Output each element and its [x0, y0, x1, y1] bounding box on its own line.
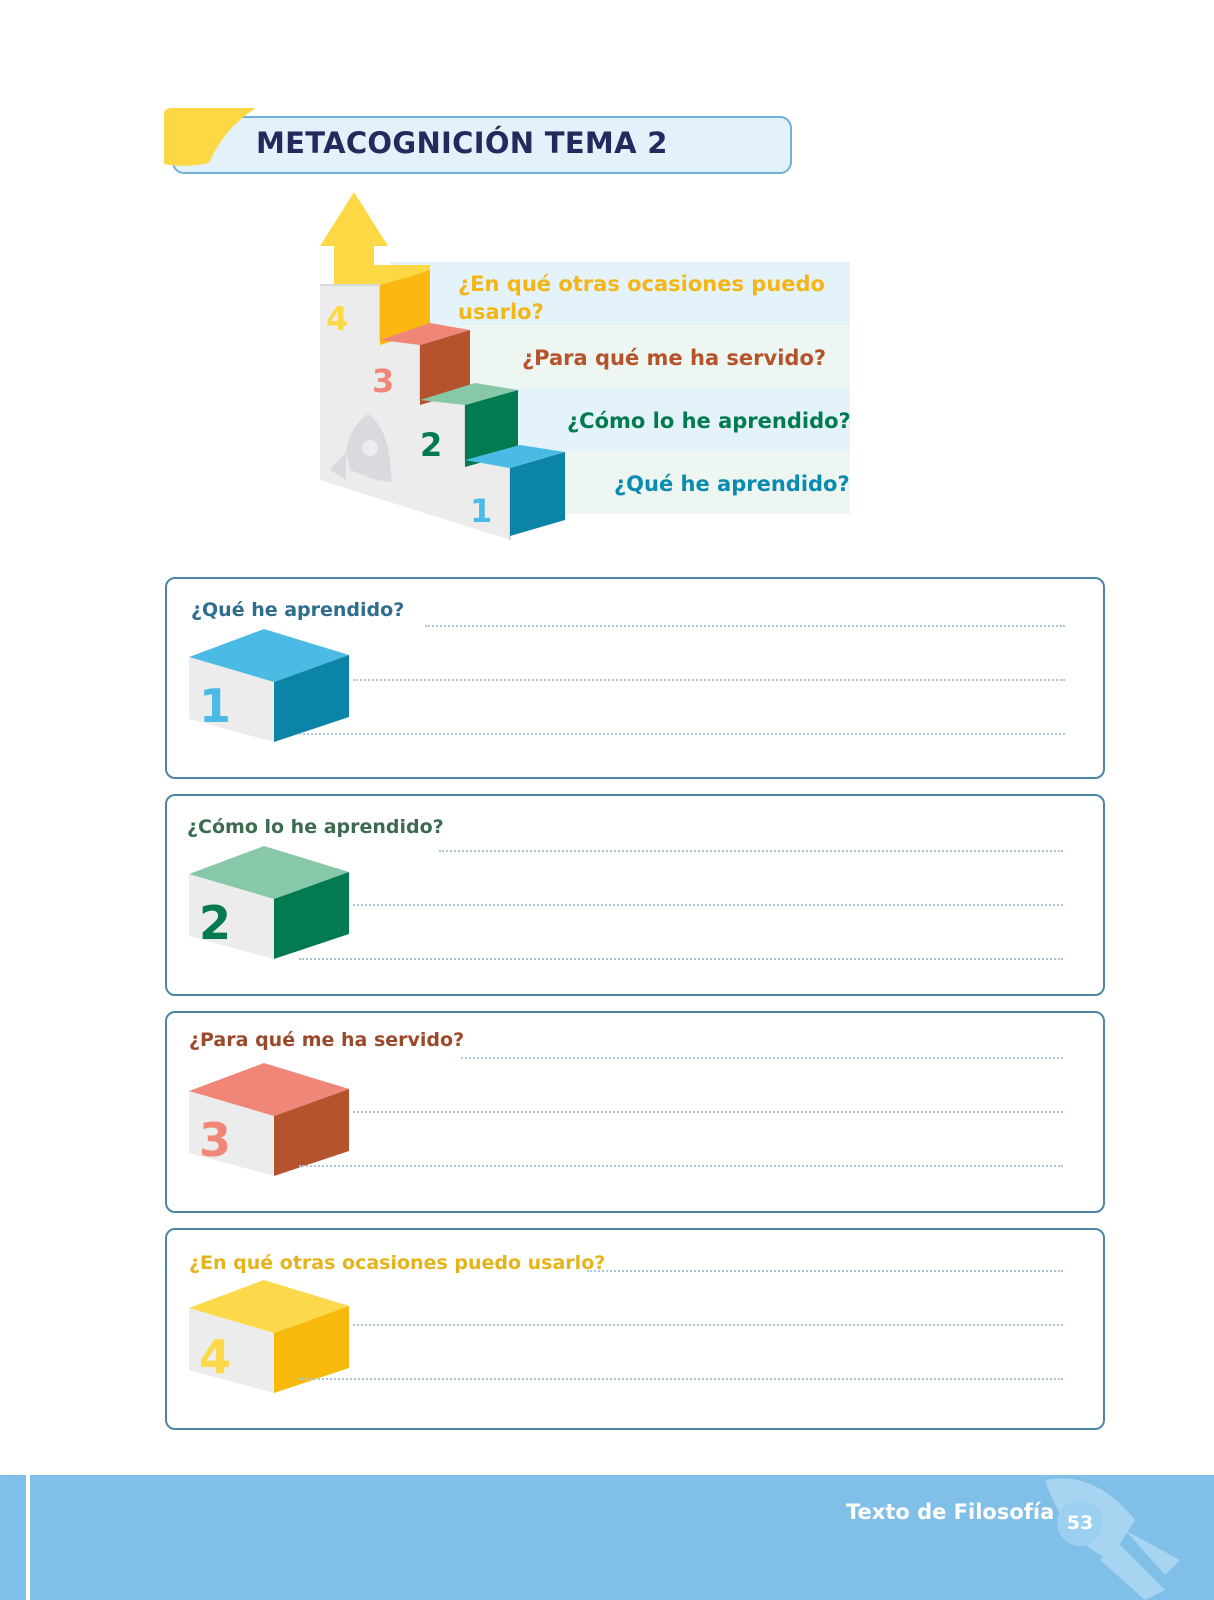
svg-text:3: 3 — [372, 362, 395, 400]
step-cube-1 — [189, 627, 354, 747]
stairs-question-4: ¿En qué otras ocasiones puedo usarlo? — [458, 272, 825, 324]
answer-box-4 — [165, 1228, 1105, 1430]
stairs-question-2: ¿Cómo lo he aprendido? — [567, 409, 851, 433]
step-cube-3 — [189, 1061, 354, 1181]
answer-line[interactable] — [353, 1324, 1063, 1326]
answer-line[interactable] — [425, 625, 1065, 627]
svg-text:2: 2 — [199, 896, 232, 950]
svg-text:3: 3 — [199, 1113, 232, 1167]
step-cube-2 — [189, 844, 354, 964]
answer-line[interactable] — [299, 1378, 1063, 1380]
footer-divider — [26, 1475, 30, 1600]
answer-box-question: ¿Qué he aprendido? — [191, 599, 405, 621]
svg-text:2: 2 — [420, 426, 443, 464]
step-cube-4 — [189, 1278, 354, 1398]
answer-line[interactable] — [461, 1057, 1063, 1059]
svg-text:4: 4 — [199, 1330, 232, 1384]
answer-line[interactable] — [353, 679, 1065, 681]
answer-box-question: ¿Para qué me ha servido? — [189, 1029, 465, 1051]
answer-box-3 — [165, 1011, 1105, 1213]
rocket-icon — [1015, 1470, 1195, 1600]
answer-box-1 — [165, 577, 1105, 779]
title-tab-decoration — [164, 108, 264, 168]
answer-box-question: ¿Cómo lo he aprendido? — [187, 816, 444, 838]
svg-text:1: 1 — [199, 679, 232, 733]
answer-line[interactable] — [353, 1111, 1063, 1113]
answer-line[interactable] — [299, 1165, 1063, 1167]
answer-box-2 — [165, 794, 1105, 996]
answer-line[interactable] — [587, 1270, 1063, 1272]
answer-line[interactable] — [299, 733, 1065, 735]
stairs-illustration — [320, 190, 870, 560]
answer-line[interactable] — [353, 904, 1063, 906]
svg-text:1: 1 — [470, 492, 493, 530]
answer-line[interactable] — [299, 958, 1063, 960]
page-title: METACOGNICIÓN TEMA 2 — [256, 126, 668, 160]
book-title: Texto de Filosofía — [846, 1500, 1055, 1524]
answer-box-question: ¿En qué otras ocasiones puedo usarlo? — [189, 1252, 606, 1274]
stairs-question-3: ¿Para qué me ha servido? — [522, 346, 827, 370]
svg-text:4: 4 — [326, 300, 349, 338]
answer-line[interactable] — [439, 850, 1063, 852]
page-number: 53 — [1057, 1500, 1103, 1546]
stairs-question-1: ¿Qué he aprendido? — [614, 472, 850, 496]
